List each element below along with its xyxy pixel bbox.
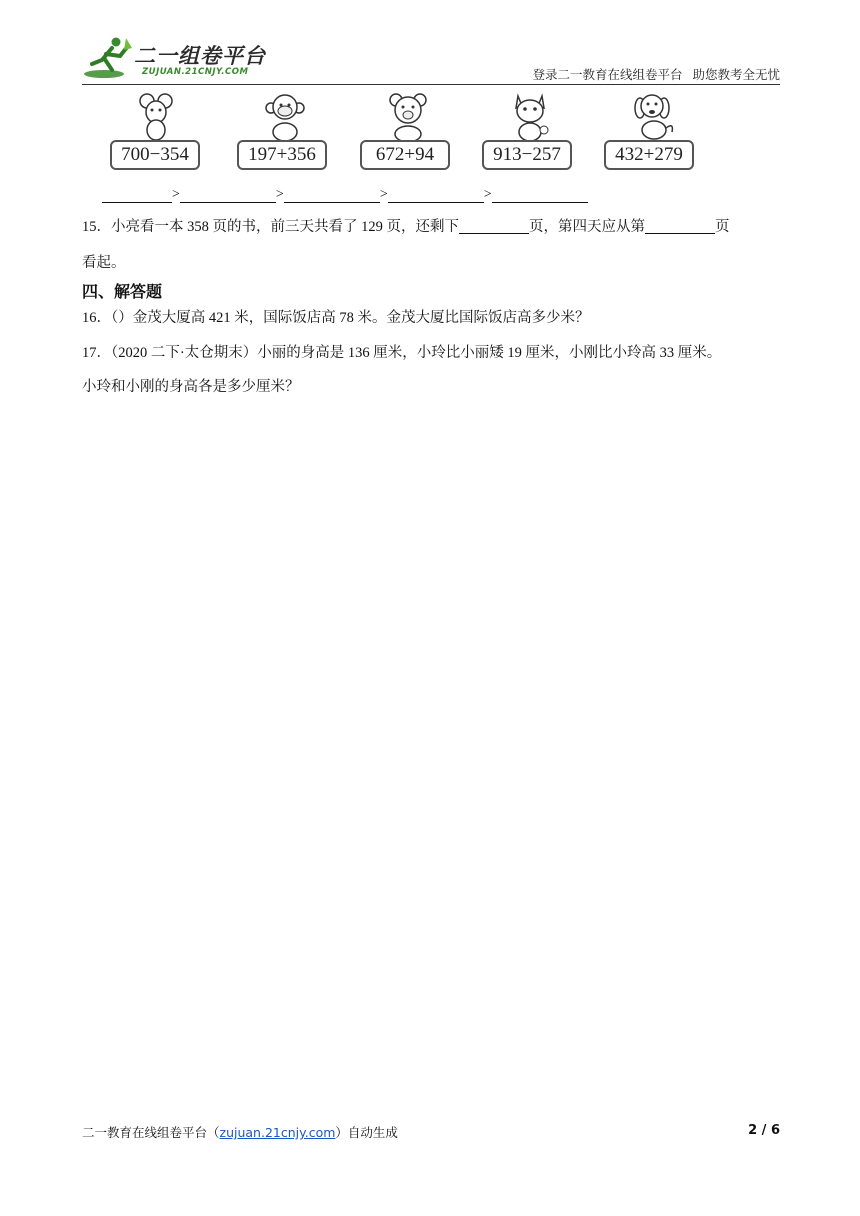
answer-blank[interactable] <box>459 217 529 234</box>
greater-than-sign: > <box>483 187 492 202</box>
expression-box: 432+279 <box>604 140 694 170</box>
animal-card-monkey <box>237 92 333 170</box>
comparison-answer-row <box>102 187 588 203</box>
logo-subtitle: ZUJUAN.21CNJY.COM <box>142 67 249 77</box>
answer-blank[interactable] <box>180 188 276 203</box>
greater-than-sign: > <box>172 187 180 202</box>
monkey-icon <box>265 92 305 142</box>
answer-blank[interactable] <box>388 188 484 203</box>
answer-blank[interactable] <box>102 188 172 203</box>
footer-source <box>82 1123 398 1141</box>
question-text: 15．小亮看一本 358 页的书，前三天共看了 129 页，还剩下 <box>82 219 459 235</box>
animal-expression-row <box>110 92 710 172</box>
dog-icon <box>632 92 676 142</box>
bear-icon <box>388 92 428 142</box>
question-15 <box>82 213 782 241</box>
question-16: 16．（）金茂大厦高 421 米，国际饭店高 78 米。金茂大厦比国际饭店高多少米？ <box>82 310 590 326</box>
animal-card-dog <box>604 92 700 170</box>
answer-blank[interactable] <box>645 217 715 234</box>
page-header <box>82 34 780 86</box>
expression-box: 672+94 <box>360 140 450 170</box>
expression-box: 700−354 <box>110 140 200 170</box>
footer-suffix: ）自动生成 <box>335 1125 398 1140</box>
question-text: 页 <box>715 219 730 235</box>
footer-prefix: 二一教育在线组卷平台（ <box>82 1125 220 1140</box>
animal-card-mouse <box>110 92 206 170</box>
greater-than-sign: > <box>379 187 388 202</box>
page-footer <box>82 1123 780 1147</box>
greater-than-sign: > <box>275 187 284 202</box>
answer-blank[interactable] <box>284 188 380 203</box>
mouse-icon <box>138 92 174 142</box>
section-title: 四、解答题 <box>82 282 163 301</box>
page-number: 2 / 6 <box>748 1123 780 1138</box>
answer-blank[interactable] <box>492 188 588 203</box>
site-logo[interactable] <box>82 34 282 82</box>
footer-link[interactable]: zujuan.21cnjy.com <box>219 1125 336 1140</box>
cat-icon <box>510 92 550 142</box>
logo-title: 二一组卷平台 <box>134 44 266 68</box>
question-17: 17．（2020 二下·太仓期末）小丽的身高是 136 厘米，小玲比小丽矮 19 厘米，小刚比小玲高 33 厘米。 <box>82 345 722 361</box>
question-text: 页，第四天应从第 <box>529 219 645 235</box>
header-slogan: 登录二一教育在线组卷平台 助您教考全无忧 <box>532 67 780 82</box>
animal-card-bear <box>360 92 456 170</box>
running-figure-icon <box>82 34 134 82</box>
expression-box: 197+356 <box>237 140 327 170</box>
expression-box: 913−257 <box>482 140 572 170</box>
question-17-continued: 小玲和小刚的身高各是多少厘米？ <box>82 379 300 395</box>
animal-card-cat <box>482 92 578 170</box>
header-divider <box>82 84 780 85</box>
question-15-continued: 看起。 <box>82 255 126 271</box>
